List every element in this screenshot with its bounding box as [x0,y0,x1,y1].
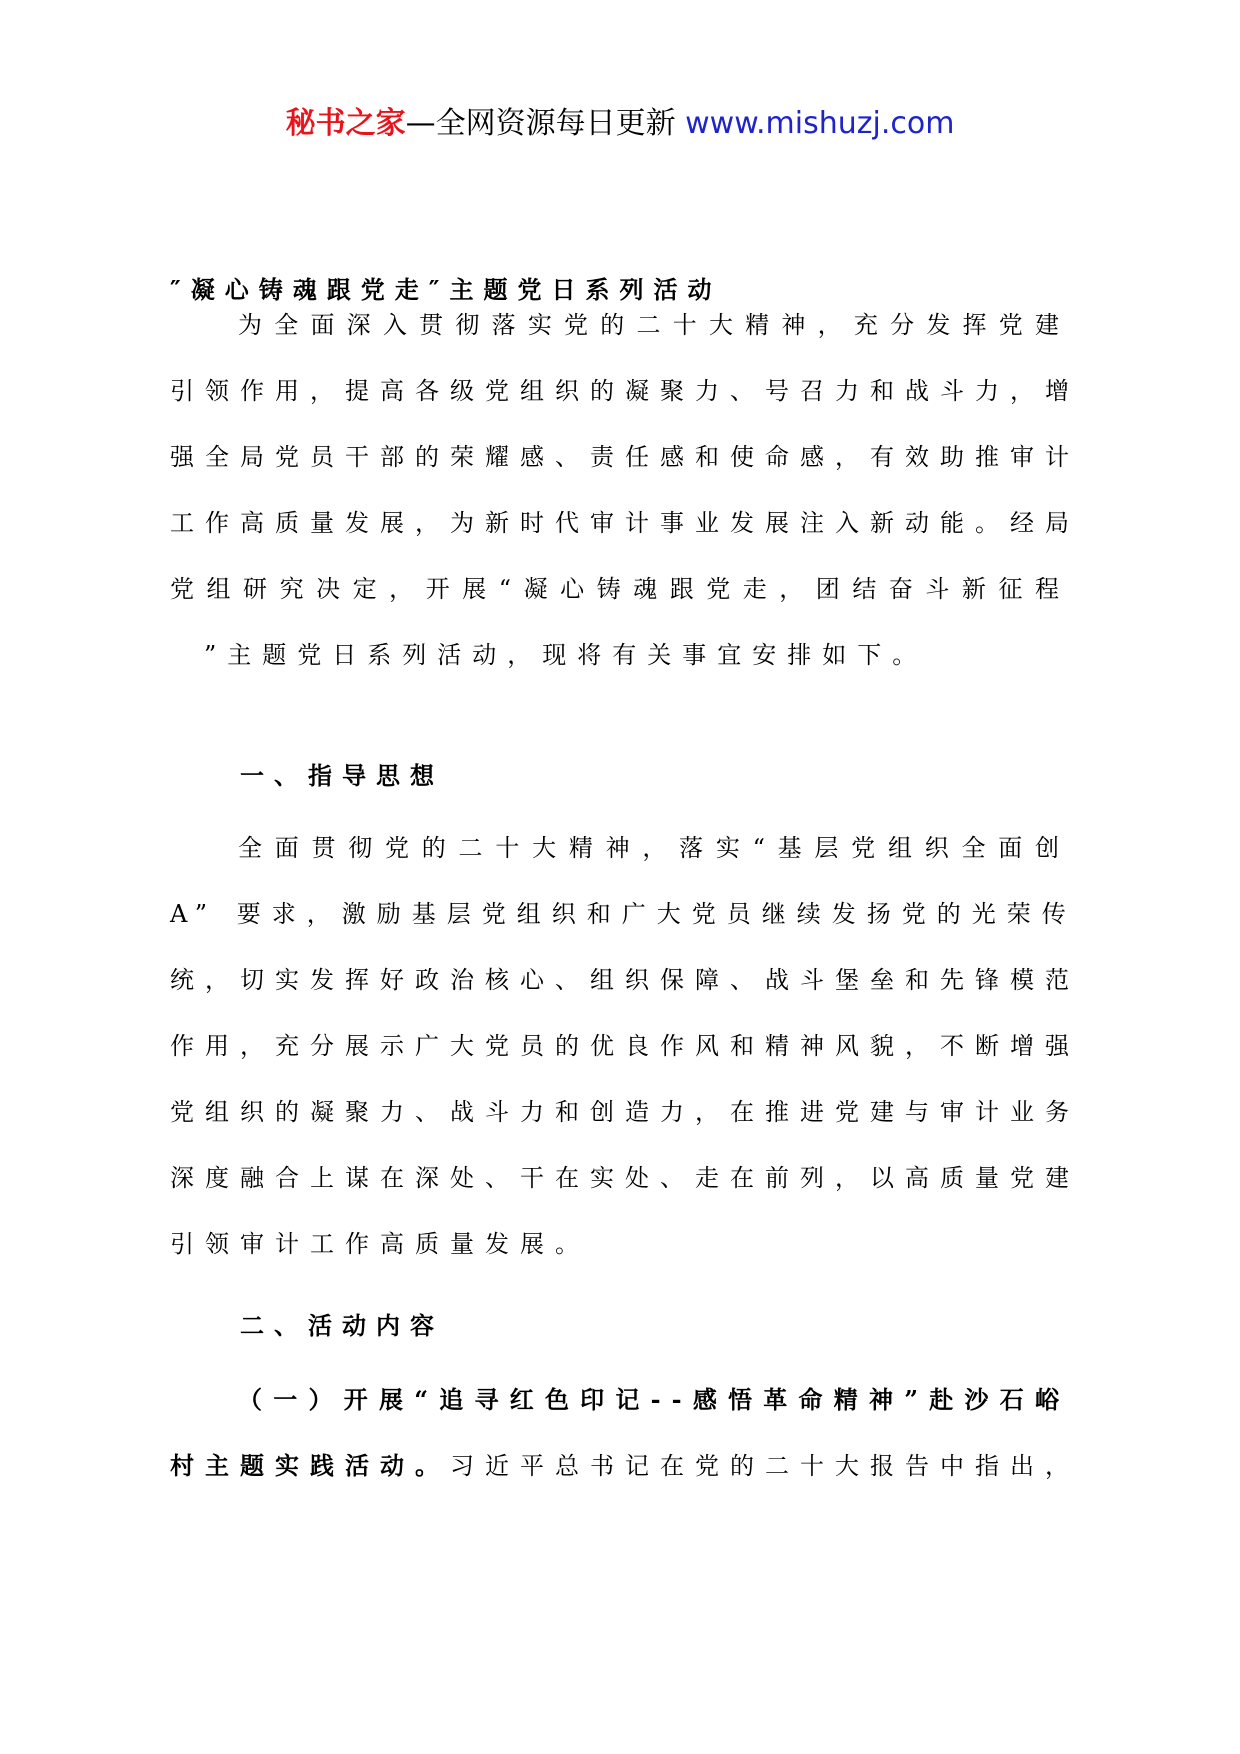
intro-line: 强全局党员干部的荣耀感、责任感和使命感，有效助推审计 [170,443,1080,471]
section1-line: 党组织的凝聚力、战斗力和创造力，在推进党建与审计业务 [170,1098,1080,1126]
banner-slogan: —全网资源每日更新 [405,106,676,141]
section1-paragraph [170,815,1080,1277]
section1-line: 作用，充分展示广大党员的优良作风和精神风貌，不断增强 [170,1032,1080,1060]
intro-line: 为全面深入贯彻落实党的二十大精神，充分发挥党建 [238,311,1070,339]
section1-line: 深度融合上谋在深处、干在实处、走在前列，以高质量党建 [170,1164,1080,1192]
section1-line: 全面贯彻党的二十大精神，落实“基层党组织全面创 [238,834,1070,862]
intro-paragraph [170,292,1080,688]
intro-line: 引领作用，提高各级党组织的凝聚力、号召力和战斗力，增 [170,377,1080,405]
section1-line: 引领审计工作高质量发展。 [170,1230,590,1258]
intro-line: ”主题党日系列活动，现将有关事宜安排如下。 [204,641,928,669]
section2-heading: 二、活动内容 [240,1311,444,1340]
intro-line: 工作高质量发展，为新时代审计事业发展注入新动能。经局 [170,509,1080,537]
item1-body-start: 习近平总书记在党的二十大报告中指出， [450,1452,1080,1480]
banner-url-link[interactable]: www.mishuzj.com [685,106,955,141]
item1-title-end: 村主题实践活动。 [170,1451,450,1480]
item1-title-line: （一）开展“追寻红色印记--感悟革命精神”赴沙石峪 [238,1385,1070,1414]
document-title: ″凝心铸魂跟党走″主题党日系列活动 [170,275,722,304]
section1-line: A” 要求，激励基层党组织和广大党员继续发扬党的光荣传 [170,900,1077,928]
section2-item1 [170,1367,1080,1499]
item1-second-line [170,1433,1080,1499]
section1-heading: 一、指导思想 [240,761,444,790]
section1-line: 统，切实发挥好政治核心、组织保障、战斗堡垒和先锋模范 [170,966,1080,994]
site-banner [0,100,1240,148]
banner-brand: 秘书之家 [285,106,406,141]
intro-line: 党组研究决定，开展“凝心铸魂跟党走，团结奋斗新征程 [170,575,1070,603]
